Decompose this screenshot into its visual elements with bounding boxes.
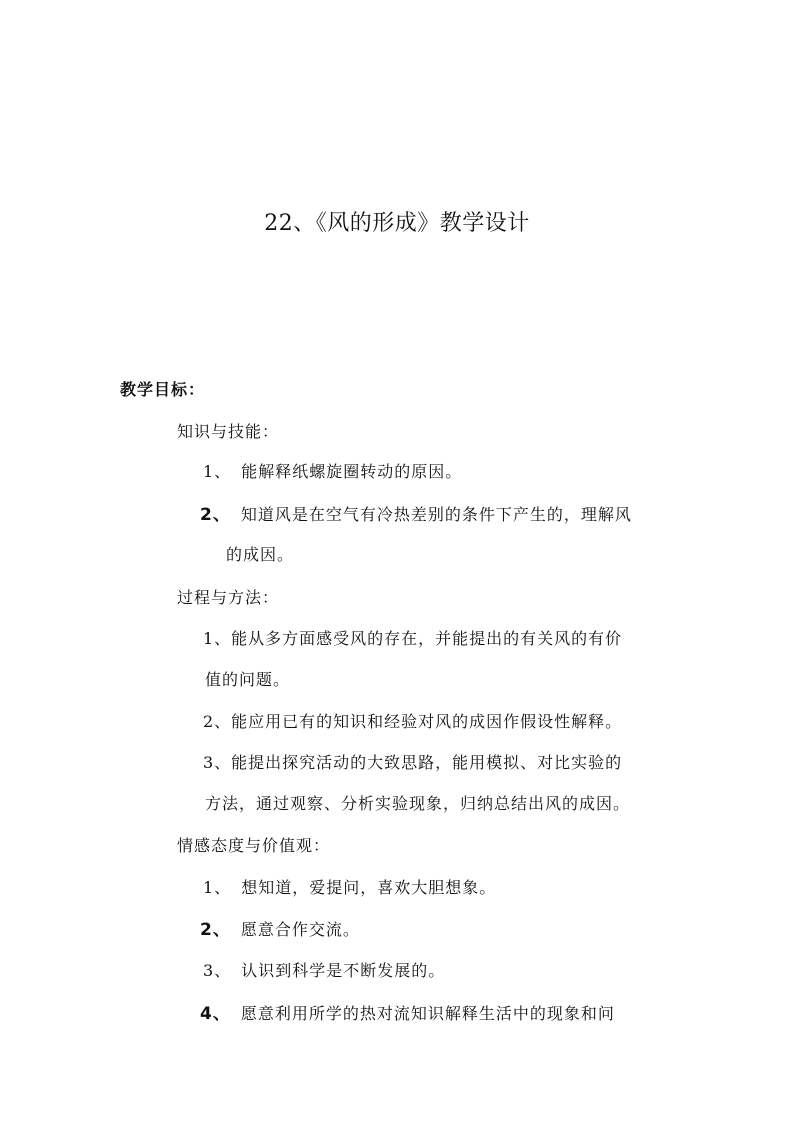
item-text: 能解释纸螺旋圈转动的原因。 bbox=[241, 462, 463, 481]
item-text-continued: 的成因。 bbox=[226, 545, 295, 564]
process-heading: 过程与方法： bbox=[177, 588, 280, 607]
item-text: 愿意合作交流。 bbox=[240, 920, 360, 939]
list-item bbox=[203, 462, 462, 482]
list-item: 2、能应用已有的知识和经验对风的成因作假设性解释。 bbox=[203, 712, 623, 731]
item-text: 认识到科学是不断发展的。 bbox=[241, 961, 446, 980]
item-number: 1、 bbox=[203, 462, 232, 481]
item-number: 1、 bbox=[203, 878, 232, 897]
item-text-continued: 值的问题。 bbox=[205, 670, 291, 689]
item-text: 知道风是在空气有冷热差别的条件下产生的，理解风 bbox=[240, 505, 632, 524]
item-number: 4、 bbox=[200, 1004, 231, 1024]
list-item bbox=[203, 878, 496, 898]
item-number: 2、 bbox=[200, 505, 231, 525]
knowledge-heading: 知识与技能： bbox=[177, 422, 280, 441]
item-text-continued: 方法，通过观察、分析实验现象，归纳总结出风的成因。 bbox=[205, 794, 631, 813]
item-number: 2、 bbox=[200, 920, 231, 940]
attitude-heading: 情感态度与价值观： bbox=[177, 836, 331, 855]
item-text: 愿意利用所学的热对流知识解释生活中的现象和问 bbox=[240, 1004, 615, 1023]
list-item bbox=[200, 1004, 615, 1024]
list-item bbox=[200, 505, 632, 525]
list-item bbox=[200, 920, 360, 940]
list-item: 3、能提出探究活动的大致思路，能用模拟、对比实验的 bbox=[203, 753, 623, 772]
list-item bbox=[203, 961, 445, 981]
item-text: 想知道，爱提问，喜欢大胆想象。 bbox=[241, 878, 497, 897]
list-item: 1、能从多方面感受风的存在，并能提出的有关风的有价 bbox=[203, 629, 623, 648]
page-title: 22、《风的形成》教学设计 bbox=[264, 211, 530, 236]
item-number: 3、 bbox=[203, 961, 232, 980]
section-heading: 教学目标： bbox=[120, 380, 206, 399]
